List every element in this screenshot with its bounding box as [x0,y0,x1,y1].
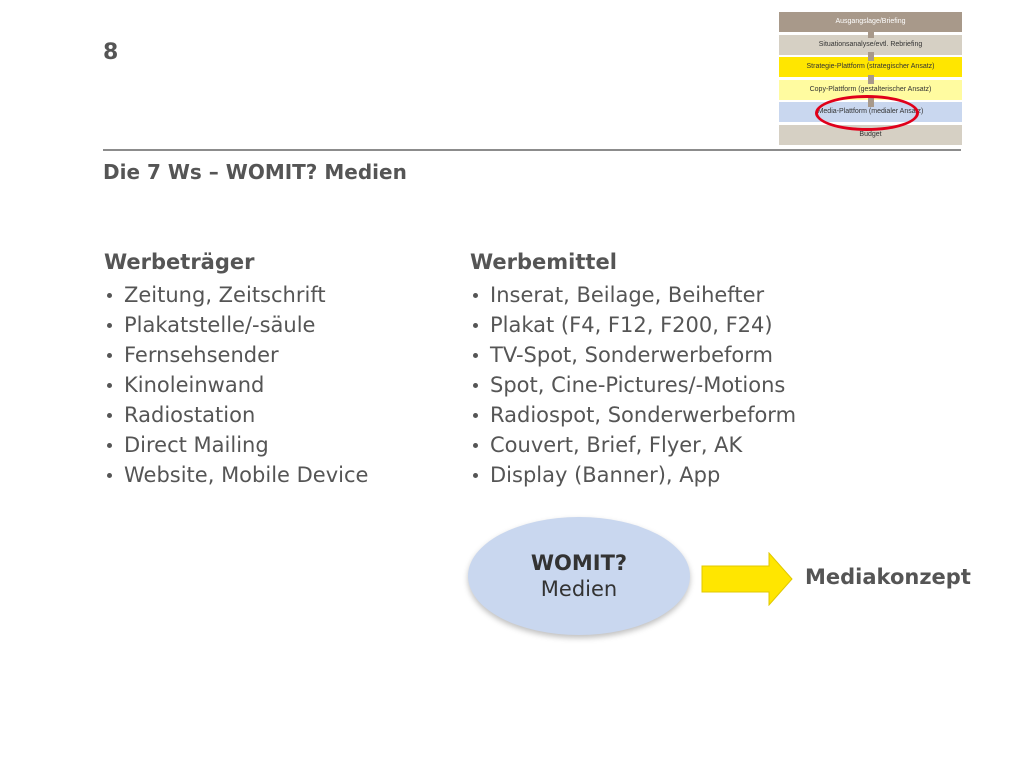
process-step-media: Media-Plattform (medialer Ansatz) [779,102,962,122]
list-item: Website, Mobile Device [104,460,368,490]
highlight-ring [815,95,919,131]
list-item: Couvert, Brief, Flyer, AK [470,430,796,460]
process-step-copy: Copy-Plattform (gestalterischer Ansatz) [779,80,962,100]
process-step-strategie: Strategie-Plattform (strategischer Ansatz) [779,57,962,77]
werbetraeger-column [104,248,368,490]
slide-number: 8 [103,40,119,65]
process-step-situationsanalyse: Situationsanalyse/evtl. Rebriefing [779,35,962,55]
list-item: Fernsehsender [104,340,368,370]
ellipse-title: WOMIT? [530,551,628,575]
werbemittel-heading: Werbemittel [470,250,617,274]
ellipse-subtitle: Medien [540,577,618,601]
womit-ellipse [468,517,690,635]
werbemittel-list [470,280,796,490]
process-connector [868,29,874,38]
list-item: Plakatstelle/-säule [104,310,368,340]
list-item: Radiostation [104,400,368,430]
list-item: Spot, Cine-Pictures/-Motions [470,370,796,400]
header-divider [103,149,961,151]
process-step-budget: Budget [779,125,962,145]
list-item: TV-Spot, Sonderwerbeform [470,340,796,370]
list-item: Kinoleinwand [104,370,368,400]
process-connector [868,75,874,84]
list-item: Plakat (F4, F12, F200, F24) [470,310,796,340]
list-item: Direct Mailing [104,430,368,460]
right-arrow-icon [701,552,793,606]
werbetraeger-list [104,280,368,490]
werbetraeger-heading: Werbeträger [104,250,255,274]
werbemittel-column [470,248,796,490]
list-item: Display (Banner), App [470,460,796,490]
list-item: Radiospot, Sonderwerbeform [470,400,796,430]
process-step-ausgangslage: Ausgangslage/Briefing [779,12,962,32]
list-item: Zeitung, Zeitschrift [104,280,368,310]
mediakonzept-label: Mediakonzept [805,565,971,589]
process-connector [868,52,874,61]
slide-title: Die 7 Ws – WOMIT? Medien [103,160,407,184]
list-item: Inserat, Beilage, Beihefter [470,280,796,310]
